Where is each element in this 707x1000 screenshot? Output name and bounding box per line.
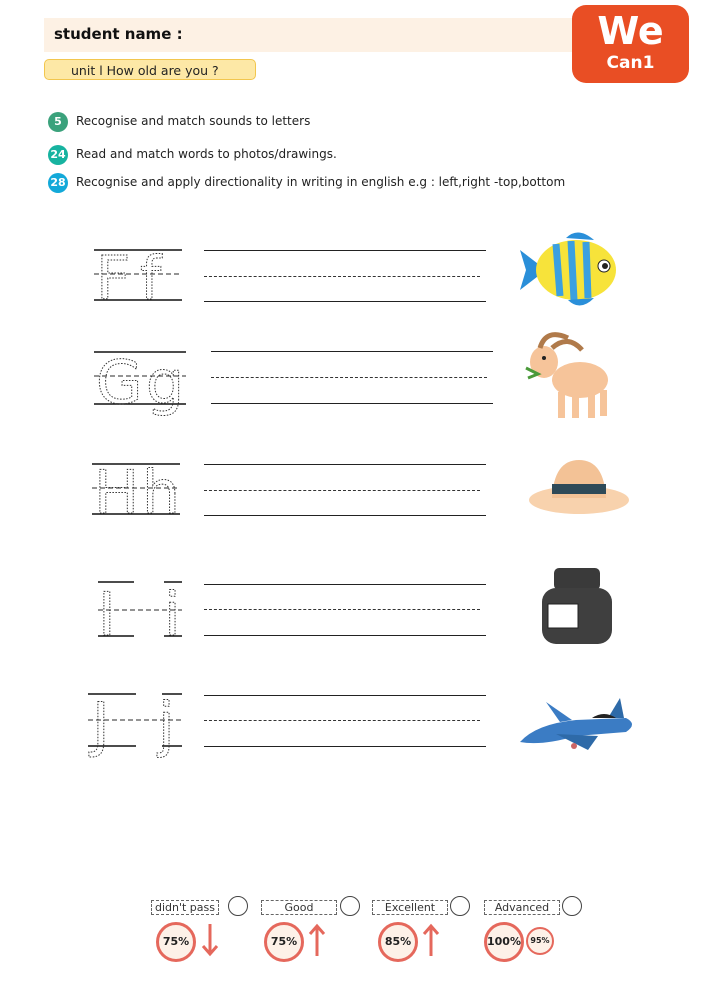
- arrow-up-icon: [421, 922, 441, 958]
- jet-icon: [516, 690, 638, 754]
- rating-label: Excellent: [372, 900, 448, 915]
- percent-badge: 75%: [264, 922, 304, 962]
- writing-line-mid: [204, 276, 480, 277]
- lowercase-letter: f: [140, 244, 162, 306]
- arrow-down-icon: [200, 922, 220, 958]
- objective-text: Recognise and match sounds to letters: [76, 114, 311, 128]
- writing-line-mid: [211, 377, 487, 378]
- letter-tracing-j: [86, 688, 186, 768]
- writing-line-bottom: [211, 403, 493, 404]
- rating-checkbox[interactable]: [340, 896, 360, 916]
- ink-bottle-icon: [540, 566, 614, 646]
- writing-line-top: [204, 250, 486, 251]
- lowercase-letter: j: [158, 690, 175, 760]
- rating-checkbox[interactable]: [228, 896, 248, 916]
- writing-line-mid: [204, 720, 480, 721]
- letter-tracing-h: [90, 458, 185, 520]
- logo-can-text: Can1: [606, 53, 655, 73]
- objective-number: 5: [48, 112, 68, 132]
- writing-line-bottom: [204, 301, 486, 302]
- percent-badge: 75%: [156, 922, 196, 962]
- uppercase-letter: G: [96, 348, 143, 418]
- writing-line-bottom: [204, 515, 486, 516]
- arrow-up-icon: [307, 922, 327, 958]
- objective-text: Read and match words to photos/drawings.: [76, 147, 337, 161]
- fish-icon: [516, 230, 626, 308]
- writing-line-top: [204, 464, 486, 465]
- rating-checkbox[interactable]: [562, 896, 582, 916]
- hat-icon: [526, 456, 632, 520]
- letter-tracing-f: [92, 244, 187, 306]
- unit-label: unit l How old are you ?: [44, 59, 256, 80]
- writing-line-top: [211, 351, 493, 352]
- student-name-bar: [44, 18, 604, 52]
- letter-tracing-i: [92, 576, 187, 642]
- writing-line-bottom: [204, 746, 486, 747]
- uppercase-letter: F: [96, 244, 131, 306]
- we-can-logo: [572, 5, 689, 83]
- writing-line-top: [204, 695, 486, 696]
- percent-badge: 85%: [378, 922, 418, 962]
- rating-label: didn't pass: [151, 900, 219, 915]
- rating-label: Advanced: [484, 900, 560, 915]
- writing-line-bottom: [204, 635, 486, 636]
- writing-line-mid: [204, 609, 480, 610]
- letter-tracing-g: [92, 344, 192, 422]
- objective-number: 24: [48, 145, 68, 165]
- objective-number: 28: [48, 173, 68, 193]
- percent-badge: 100%: [484, 922, 524, 962]
- uppercase-letter: I: [98, 580, 116, 642]
- goat-icon: [522, 328, 618, 424]
- uppercase-letter: H: [94, 458, 140, 520]
- logo-we-text: We: [597, 9, 664, 53]
- rating-checkbox[interactable]: [450, 896, 470, 916]
- writing-line-top: [204, 584, 486, 585]
- lowercase-letter: h: [142, 458, 181, 520]
- lowercase-letter: i: [164, 580, 181, 642]
- rating-label: Good: [261, 900, 337, 915]
- uppercase-letter: J: [92, 690, 110, 760]
- writing-line-mid: [204, 490, 480, 491]
- percent-badge-small: 95%: [526, 927, 554, 955]
- student-name-label: student name :: [54, 25, 183, 43]
- lowercase-letter: g: [146, 348, 185, 418]
- objective-text: Recognise and apply directionality in writing in english e.g : left,right -top,bottom: [76, 175, 566, 189]
